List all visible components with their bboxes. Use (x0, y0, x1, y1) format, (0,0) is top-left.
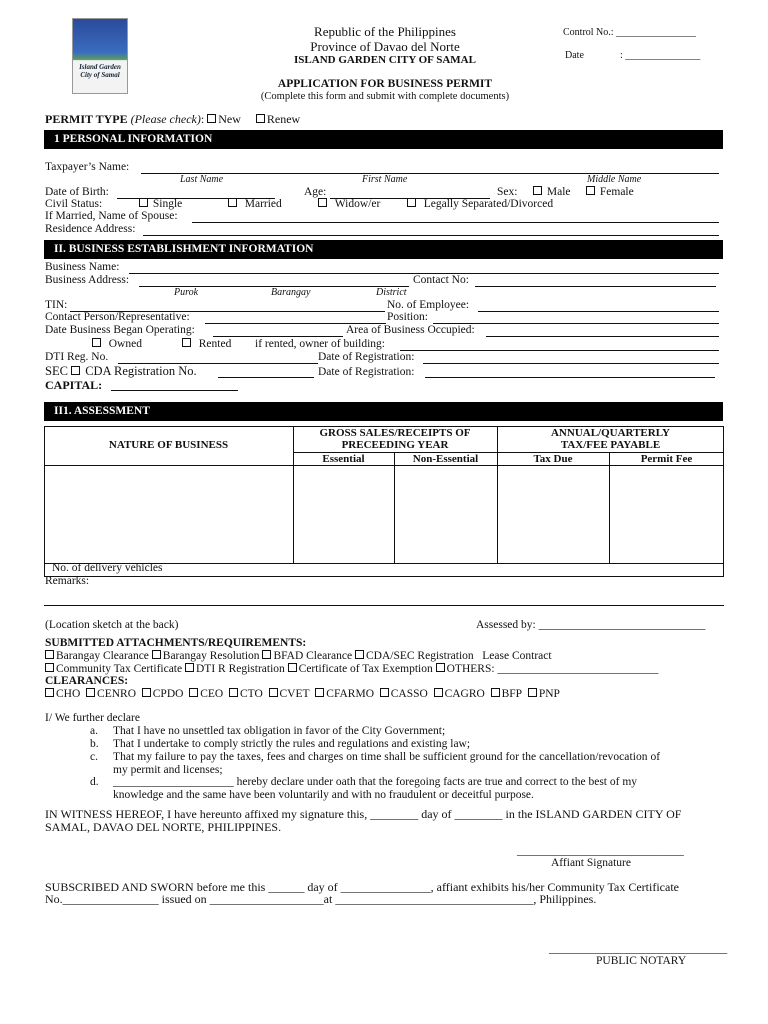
cvet-label: CVET (279, 688, 310, 700)
new-checkbox[interactable] (207, 114, 216, 123)
married-option[interactable] (228, 198, 282, 210)
col-annual-line1: ANNUAL/QUARTERLY (550, 427, 670, 439)
age-label: Age: (304, 186, 327, 198)
barangay-resolution-checkbox[interactable] (152, 650, 161, 659)
rented-option[interactable] (182, 338, 231, 350)
attachments-title: SUBMITTED ATTACHMENTS/REQUIREMENTS: (45, 637, 307, 649)
rented-checkbox[interactable] (182, 338, 191, 347)
bfp-checkbox[interactable] (491, 688, 500, 697)
table-divider (609, 452, 610, 563)
sworn-line-1: SUBSCRIBED AND SWORN before me this ______ day of _______________, affiant exhibits his/her Community Tax Certificate (45, 880, 679, 894)
cfarmo-label: CFARMO (326, 688, 374, 700)
declaration-item-letter: c. (90, 751, 98, 763)
female-label: Female (599, 186, 634, 198)
sec-cda-row (45, 364, 197, 379)
declaration-item-text: _____________________ hereby declare under oath that the foregoing facts are true and correct to the best of my (113, 776, 638, 788)
col-gross-sales-line2: PRECEEDING YEAR (341, 439, 449, 451)
male-label: Male (546, 186, 571, 198)
assessed-by-field[interactable]: Assessed by: _____________________________ (476, 619, 706, 631)
married-label: Married (244, 198, 282, 210)
ceo-checkbox[interactable] (189, 688, 198, 697)
ceo-label: CEO (200, 688, 224, 700)
contact-no-label: Contact No: (413, 274, 469, 286)
cda-date-label: Date of Registration: (318, 366, 415, 378)
tax-exemption-label: Certificate of Tax Exemption (298, 663, 433, 675)
public-notary-label: PUBLIC NOTARY (596, 955, 687, 967)
cfarmo-checkbox[interactable] (315, 688, 324, 697)
tin-label: TIN: (45, 299, 68, 311)
date-began-label: Date Business Began Operating: (45, 324, 195, 336)
male-checkbox[interactable] (533, 186, 542, 195)
owned-checkbox[interactable] (92, 338, 101, 347)
witness-line-2: SAMAL, DAVAO DEL NORTE, PHILIPPINES. (45, 820, 282, 834)
declaration-item-text: That I have no unsettled tax obligation in favor of the City Government; (113, 725, 446, 737)
dti-date-label: Date of Registration: (318, 351, 415, 363)
notary-signature-line[interactable]: _______________________________ (549, 943, 728, 955)
barangay-clearance-checkbox[interactable] (45, 650, 54, 659)
location-sketch-note: (Location sketch at the back) (45, 619, 179, 631)
table-divider (394, 452, 395, 563)
female-checkbox[interactable] (586, 186, 595, 195)
no-employee-field[interactable] (478, 311, 719, 312)
remarks-field[interactable] (44, 605, 724, 606)
contact-no-field[interactable] (475, 286, 716, 287)
cda-sec-label: CDA/SEC Registration (365, 650, 474, 662)
business-name-label: Business Name: (45, 261, 120, 273)
dti-date-field[interactable] (423, 363, 719, 364)
declare-heading: I/ We further declare (45, 712, 140, 724)
bfad-clearance-label: BFAD Clearance (273, 650, 353, 662)
others-checkbox[interactable] (436, 663, 445, 672)
cda-label: CDA Registration No. (85, 364, 197, 378)
first-name-caption: First Name (362, 174, 408, 185)
single-option[interactable] (139, 198, 182, 210)
casso-label: CASSO (390, 688, 428, 700)
cpdo-label: CPDO (152, 688, 184, 700)
declaration-item-text: That my failure to pay the taxes, fees and charges on time shall be sufficient ground for the cancellation/revocation of (113, 751, 661, 763)
rented-label: Rented (198, 338, 232, 350)
owned-option[interactable] (92, 338, 142, 350)
cenro-label: CENRO (97, 688, 137, 700)
spouse-field[interactable] (192, 222, 719, 223)
others-label: OTHERS: ____________________________ (446, 663, 659, 675)
dti-registration-checkbox[interactable] (185, 663, 194, 672)
business-address-label: Business Address: (45, 274, 130, 286)
barangay-resolution-label: Barangay Resolution (162, 650, 260, 662)
col-nature-of-business: NATURE OF BUSINESS (108, 439, 229, 451)
attachments-row-1 (45, 650, 552, 662)
affiant-signature-label: Affiant Signature (551, 857, 631, 869)
cda-date-field[interactable] (425, 377, 715, 378)
dob-label: Date of Birth: (45, 186, 109, 198)
position-label: Position: (387, 311, 428, 323)
cho-label: CHO (56, 688, 81, 700)
sworn-line-2: No.________________ issued on ___________________at _________________________________, Philippines. (45, 892, 597, 906)
barangay-clearance-label: Barangay Clearance (56, 650, 149, 662)
declaration-item-letter: b. (90, 738, 99, 750)
lease-contract-label: Lease Contract (482, 650, 552, 662)
dti-label: DTI Reg. No. (45, 351, 109, 363)
separated-label: Legally Separated/Divorced (423, 198, 554, 210)
col-tax-due: Tax Due (533, 453, 573, 465)
capital-field[interactable] (111, 390, 238, 391)
cho-checkbox[interactable] (45, 688, 54, 697)
attachments-row-2 (45, 663, 658, 675)
affiant-signature-line[interactable]: _____________________________ (517, 845, 684, 857)
spouse-label: If Married, Name of Spouse: (45, 210, 178, 222)
permit-type-label: PERMIT TYPE (45, 112, 128, 126)
civil-status-label: Civil Status: (45, 198, 103, 210)
widow-label: Widow/er (334, 198, 381, 210)
contact-person-label: Contact Person/Representative: (45, 311, 190, 323)
bfad-clearance-checkbox[interactable] (262, 650, 271, 659)
capital-label: CAPITAL: (45, 378, 103, 392)
separated-option[interactable] (407, 198, 553, 210)
cto-label: CTO (239, 688, 263, 700)
pnp-label: PNP (538, 688, 560, 700)
permit-type-hint: (Please check) (130, 112, 201, 126)
clearances-title: CLEARANCES: (45, 675, 129, 687)
area-field[interactable] (486, 336, 719, 337)
single-checkbox[interactable] (139, 198, 148, 207)
sec-cda-checkbox[interactable] (71, 366, 80, 375)
sec-label: SEC (45, 364, 68, 378)
cda-field[interactable] (218, 377, 314, 378)
sex-label: Sex: (497, 186, 518, 198)
date-label: Date (565, 50, 584, 61)
cagro-checkbox[interactable] (434, 688, 443, 697)
province-heading: Province of Davao del Norte (310, 39, 460, 54)
remarks-label: Remarks: (45, 575, 90, 587)
date-began-field[interactable] (213, 336, 343, 337)
city-heading: ISLAND GARDEN CITY OF SAMAL (294, 54, 476, 66)
permit-type-colon: : (200, 112, 205, 126)
section-business-info-header: II. BUSINESS ESTABLISHMENT INFORMATION (44, 240, 723, 259)
area-label: Area of Business Occupied: (346, 324, 475, 336)
if-rented-label: if rented, owner of building: (255, 338, 385, 350)
cenro-checkbox[interactable] (86, 688, 95, 697)
ctc-label: Community Tax Certificate (56, 663, 183, 675)
col-annual-line2: TAX/FEE PAYABLE (560, 439, 661, 451)
section-personal-info-header: 1 PERSONAL INFORMATION (44, 130, 723, 149)
no-employee-label: No. of Employee: (387, 299, 470, 311)
dti-registration-label: DTI R Registration (195, 663, 285, 675)
col-gross-sales-line1: GROSS SALES/RECEIPTS OF (319, 427, 471, 439)
col-permit-fee: Permit Fee (640, 453, 693, 465)
residence-field[interactable] (143, 235, 719, 236)
middle-name-caption: Middle Name (587, 174, 642, 185)
taxpayer-name-label: Taxpayer’s Name: (45, 161, 130, 173)
district-caption: District (376, 287, 407, 298)
clearances-row (45, 688, 560, 700)
position-field[interactable] (433, 323, 719, 324)
single-label: Single (152, 198, 183, 210)
cda-sec-checkbox[interactable] (355, 650, 364, 659)
tax-exemption-checkbox[interactable] (288, 663, 297, 672)
female-option[interactable] (586, 186, 634, 198)
separated-checkbox[interactable] (407, 198, 416, 207)
city-seal-logo (72, 18, 128, 94)
widow-checkbox[interactable] (318, 198, 327, 207)
declaration-item-text: knowledge and the same have been voluntarily and with no fraudulent or deceitful purpose. (113, 789, 534, 801)
building-owner-field[interactable] (400, 350, 719, 351)
residence-label: Residence Address: (45, 223, 136, 235)
republic-heading: Republic of the Philippines (314, 24, 456, 39)
cvet-checkbox[interactable] (269, 688, 278, 697)
cagro-label: CAGRO (444, 688, 485, 700)
declaration-item-text: my permit and licenses; (113, 764, 223, 776)
date-field[interactable]: : _______________ (620, 50, 701, 61)
widow-option[interactable] (318, 198, 380, 210)
form-subtitle: (Complete this form and submit with complete documents) (260, 91, 510, 102)
new-label: New (218, 112, 241, 126)
purok-caption: Purok (174, 287, 199, 298)
section-assessment-header: II1. ASSESSMENT (44, 402, 723, 421)
control-no-field[interactable]: Control No.: ________________ (563, 27, 697, 38)
casso-checkbox[interactable] (380, 688, 389, 697)
witness-line-1: IN WITNESS HEREOF, I have hereunto affixed my signature this, ________ day of ________ in the ISLAND GARDEN CITY OF (45, 807, 682, 821)
pnp-checkbox[interactable] (528, 688, 537, 697)
ctc-checkbox[interactable] (45, 663, 54, 672)
delivery-vehicles-label: No. of delivery vehicles (52, 562, 163, 574)
last-name-caption: Last Name (180, 174, 224, 185)
cpdo-checkbox[interactable] (142, 688, 151, 697)
declaration-item-text: That I undertake to comply strictly the rules and regulations and existing law; (113, 738, 471, 750)
barangay-caption: Barangay (271, 287, 311, 298)
col-essential: Essential (322, 453, 365, 465)
married-checkbox[interactable] (228, 198, 237, 207)
bfp-label: BFP (501, 688, 523, 700)
col-non-essential: Non-Essential (412, 453, 479, 465)
owned-label: Owned (108, 338, 142, 350)
table-divider (44, 465, 724, 466)
renew-checkbox[interactable] (256, 114, 265, 123)
logo-text: Island Garden City of Samal (79, 63, 121, 79)
declaration-item-letter: d. (90, 776, 99, 788)
declaration-item-letter: a. (90, 725, 98, 737)
male-option[interactable] (533, 186, 571, 198)
form-title: APPLICATION FOR BUSINESS PERMIT (277, 78, 493, 90)
renew-label: Renew (266, 112, 301, 126)
cto-checkbox[interactable] (229, 688, 238, 697)
permit-type-row (45, 112, 300, 127)
